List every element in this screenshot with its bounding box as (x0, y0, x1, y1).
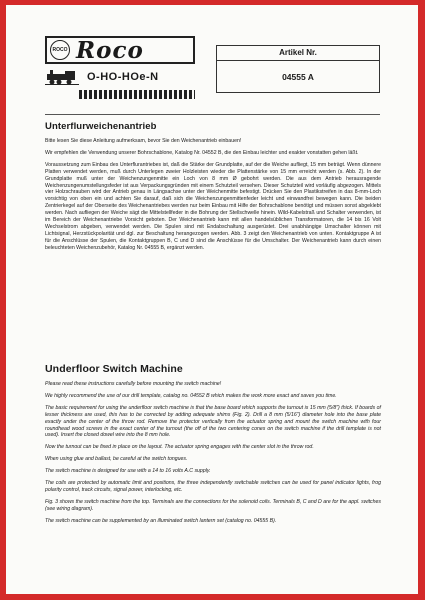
english-paragraph: Now the turnout can be fixed in place on the layout. The actuator spring engages with the center slot in the throw rod. (45, 444, 314, 451)
english-paragraph: The switch machine is designed for use with a 14 to 16 volts A.C supply. (45, 468, 211, 475)
english-paragraph: The switch machine can be supplemented by an illuminated switch lantern set (catalog no. 04555 B). (45, 517, 277, 524)
roco-logo (45, 36, 195, 104)
gauge-list: O-HO-HOe-N (87, 71, 159, 83)
english-paragraph: The basic requirement for using the underfloor switch machine is that the base board which supports the turnout is 15 mm (5/8") thick. If boards of lesser thickness are used, this has to be corrected by adding adequate shims (Fig. 2). Drill a 8 mm (5/16") diameter hole into the base plate exactly under the center of the throw rod. Remove the protector vertically from the actuator spring and mount the switch machine with four roundhead wood screws in the exact center of the turnout (the off of the two centering cones on the switch machine if the drill template is not used). Insert the closed dowel wire into the 8 mm hole. (45, 404, 381, 439)
english-title: Underfloor Switch Machine (45, 363, 183, 375)
english-paragraph: We highly recommend the use of our drill template, catalog no. 04552 B which makes the work more exact and saves you time. (45, 392, 337, 399)
english-section (45, 363, 381, 525)
article-label: Artikel Nr. (217, 46, 379, 61)
german-title: Unterflurweichenantrieb (45, 121, 157, 132)
roco-seal-icon (50, 40, 70, 60)
english-paragraph: When using glue and ballast, be careful at the switch tongues. (45, 456, 188, 463)
locomotive-row (45, 68, 195, 86)
brand-name: Roco (76, 36, 144, 64)
german-section (45, 121, 381, 359)
english-paragraph: Please read these instructions carefully before mounting the switch machine! (45, 381, 222, 387)
content (45, 121, 381, 530)
article-number: 04555 A (282, 72, 314, 82)
article-number-box (216, 45, 380, 93)
english-paragraph: Fig. 3 shows the switch machine from the top. Terminals are the connections for the solenoid coils. Terminals B, C and D are for the appl. switches (see wiring diagram). (45, 498, 381, 512)
locomotive-icon (45, 69, 79, 85)
german-paragraph: Bitte lesen Sie diese Anleitung aufmerksam, bevor Sie den Weichenantrieb einbauen! (45, 138, 242, 144)
header-divider (45, 114, 380, 115)
german-paragraph: Wir empfehlen die Verwendung unserer Bohrschablone, Katalog Nr. 04552 B, die den Einbau leichter und exakter vonstatten gehen läßt. (45, 149, 359, 156)
english-paragraph: The coils are protected by automatic limit and positions, the three independently switchable switches can be used for panel indicator lights, frog polarity control, track circuits, signal power, interlocking, etc. (45, 480, 381, 493)
german-paragraph: Voraussetzung zum Einbau des Unterflurantriebes ist, daß die Stärke der Grundplatte, auf der die Weiche aufliegt, 15 mm beträgt. Wenn dünnere Platten verwendet werden, muß durch Unterlegen zweier Holzleisten wieder die Plattenstärke von 15 mm erreicht werden (s. Abb. 2). In der Grundplatte muß unter der Weichenzungenmitte ein Loch von 8 mm Ø gebohrt werden. Die aus dem Antrieb herausragende Weichenzungenumstellungsfeder ist aus Verpackungsgründen mit einem Schutzteil versehen. Dieser Schutzteil wird vorläufig abgezogen. Mittels vier Holzschrauben wird der Antrieb genau in Längsachse unter der Weichenmitte befestigt. Drücken Sie den Plastikstreifen in das 8-mm-Loch vorsichtig von oben ein und achten Sie darauf, daß sich die Weichenzungenmittenfeder leicht und einwandfrei bewegen kann. Die beiden Zentrierkegel auf der Oberseite des Weichenantriebes werden nur beim Einbau mit Hilfe der Bohrschablone benötigt und müssen sonst abgeklebt werden. Nach aufliegen der Weiche sägt die Mittelstellfeder in die Bohrung der Stellschwelle hinein. Wild-Kabelstraß und Schalter verwenden, ist im Bereich der Weichenantriebe Vorsicht geboten. Der Weichenantrieb kann mit allen handelsüblichen Transformatoren, die 14 bis 16 Volt Wechselstrom abgeben, verwendet werden. Die Spulen sind mit Endabschaltung ausgerüstet. Drei unabhängige Umschalter können mit Lichtsignal, Herzstückpolarität und dgl. zur Beschaltung herangezogen werden. Abb. 3 zeigt den Weichenantrieb von unten. Kontaktgruppe A ist für die Anschlüsse der Spulen, die Kontaktgruppen B, C und D sind die Anschlüsse für die Umschalter. Der Weichenantrieb kann durch einen beleuchteten Weichenzubehör, Katalog Nr. 04555 B, ergänzt werden. (45, 161, 381, 251)
logo-frame (45, 36, 195, 64)
seal-text: ROCO (52, 46, 68, 53)
instruction-sheet (6, 5, 418, 594)
rail-strip-graphic (79, 90, 195, 99)
